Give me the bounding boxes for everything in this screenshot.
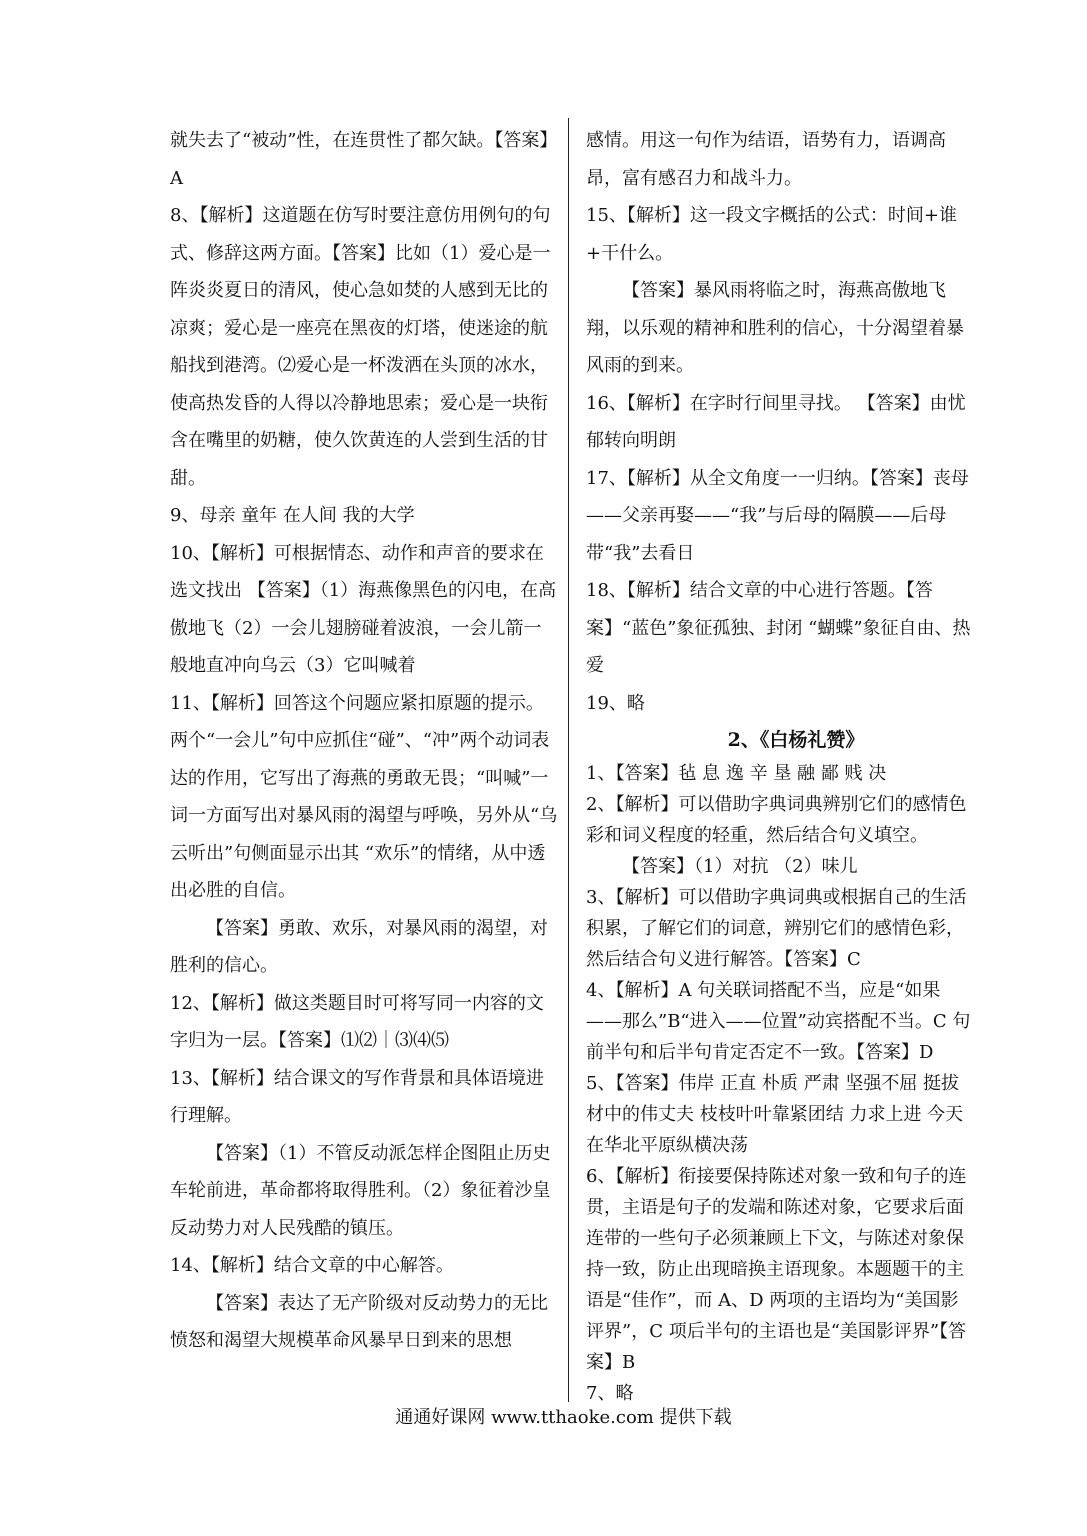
left-para-5: 【答案】勇敢、欢乐，对暴风雨的渴望，对胜利的信心。 <box>170 917 548 976</box>
right-para-5: 18、【解析】结合文章的中心进行答题。【答案】“蓝色”象征孤独、封闭 “蝴蝶”象征自由、热爱 <box>586 580 971 676</box>
left-para-0: 就失去了“被动”性，在连贯性了都欠缺。【答案】A <box>170 130 558 189</box>
right-b-para-7: 7、略 <box>586 1383 634 1404</box>
right-para-0: 感情。用这一句作为结语，语势有力，语调高昂，富有感召力和战斗力。 <box>586 130 946 189</box>
right-para-1: 15、【解析】这一段文字概括的公式：时间+谁+干什么。 <box>586 205 957 264</box>
right-b-para-2: 【答案】（1）对抗 （2）味儿 <box>622 856 858 877</box>
left-para-3: 10、【解析】可根据情态、动作和声音的要求在选文找出 【答案】（1）海燕像黑色的闪电，在高傲地飞（2）一会儿翅膀碰着波浪，一会儿箭一般地直冲向乌云（3）它叫喊着 <box>170 542 557 676</box>
right-b-para-0: 1、【答案】毡 息 逸 辛 垦 融 鄙 贱 决 <box>586 763 887 784</box>
right-b-para-6: 6、【解析】衔接要保持陈述对象一致和句子的连贯，主语是句子的发端和陈述对象，它要求后面连带的一些句子必须兼顾上下文，与陈述对象保持一致，防止出现暗换主语现象。本题题干的主语是“佳作”，而 A、D 两项的主语均为“美国影评界”，C 项后半句的主语也是“美国影评界”【答案】B <box>586 1166 967 1373</box>
left-para-10: 【答案】表达了无产阶级对反动势力的无比愤怒和渴望大规模革命风暴早日到来的思想 <box>170 1292 548 1351</box>
right-b-para-3: 3、【解析】可以借助字典词典或根据自己的生活积累，了解它们的词意，辨别它们的感情色彩，然后结合句义进行解答。【答案】C <box>586 887 967 970</box>
section-title: 2、《白杨礼赞》 <box>727 729 865 751</box>
left-para-8: 【答案】（1）不管反动派怎样企图阻止历史车轮前进，革命都将取得胜利。（2）象征着沙皇反动势力对人民残酷的镇压。 <box>170 1142 551 1239</box>
right-b-para-5: 5、【答案】伟岸 正直 朴质 严肃 坚强不屈 挺拔 材中的伟丈夫 枝枝叶叶靠紧团结 力求上进 今天在华北平原纵横决荡 <box>586 1073 964 1156</box>
right-b-para-1: 2、【解析】可以借助字典词典辨别它们的感情色彩和词义程度的轻重，然后结合句义填空。 <box>586 794 967 846</box>
page-footer: 通通好课网 www.tthaoke.com 提供下载 <box>395 1407 732 1428</box>
left-para-2: 9、母亲 童年 在人间 我的大学 <box>170 505 415 526</box>
left-para-4: 11、【解析】回答这个问题应紧扣原题的提示。两个“一会儿”句中应抓住“碰”、“冲”两个动词表达的作用，它写出了海燕的勇敢无畏；“叫喊”一词一方面写出对暴风雨的渴望与呼唤，另外从“乌云听出”句侧面显示出其 “欢乐”的情绪，从中透出必胜的自信。 <box>170 692 558 901</box>
right-para-3: 16、【解析】在字时行间里寻找。 【答案】由忧郁转向明朗 <box>586 392 966 451</box>
column-divider <box>568 118 569 1402</box>
left-para-9: 14、【解析】结合文章的中心解答。 <box>170 1255 454 1276</box>
right-para-4: 17、【解析】从全文角度一一归纳。【答案】丧母——父亲再娶——“我”与后母的隔膜——后母带“我”去看日 <box>586 467 969 564</box>
right-para-6: 19、略 <box>586 692 645 714</box>
right-column <box>586 122 976 1409</box>
left-para-1: 8、【解析】这道题在仿写时要注意仿用例句的句式、修辞这两方面。【答案】比如（1）爱心是一阵炎炎夏日的清风，使心急如焚的人感到无比的凉爽；爱心是一座亮在黑夜的灯塔，使迷途的航船找到港湾。⑵爱心是一杯泼洒在头顶的冰水，使高热发昏的人得以冷静地思索；爱心是一块衔含在嘴里的奶糖，使久饮黄连的人尝到生活的甘甜。 <box>170 205 551 489</box>
left-para-6: 12、【解析】做这类题目时可将写同一内容的文字归为一层。【答案】⑴⑵｜⑶⑷⑸ <box>170 992 544 1051</box>
left-para-7: 13、【解析】结合课文的写作背景和具体语境进行理解。 <box>170 1067 544 1126</box>
left-column <box>170 122 558 1360</box>
right-b-para-4: 4、【解析】A 句关联词搭配不当，应是“如果——那么”B“进入——位置”动宾搭配不当。C 句前半句和后半句肯定否定不一致。【答案】D <box>586 980 971 1063</box>
right-para-2: 【答案】暴风雨将临之时，海燕高傲地飞翔，以乐观的精神和胜利的信心，十分渴望着暴风雨的到来。 <box>586 280 964 376</box>
